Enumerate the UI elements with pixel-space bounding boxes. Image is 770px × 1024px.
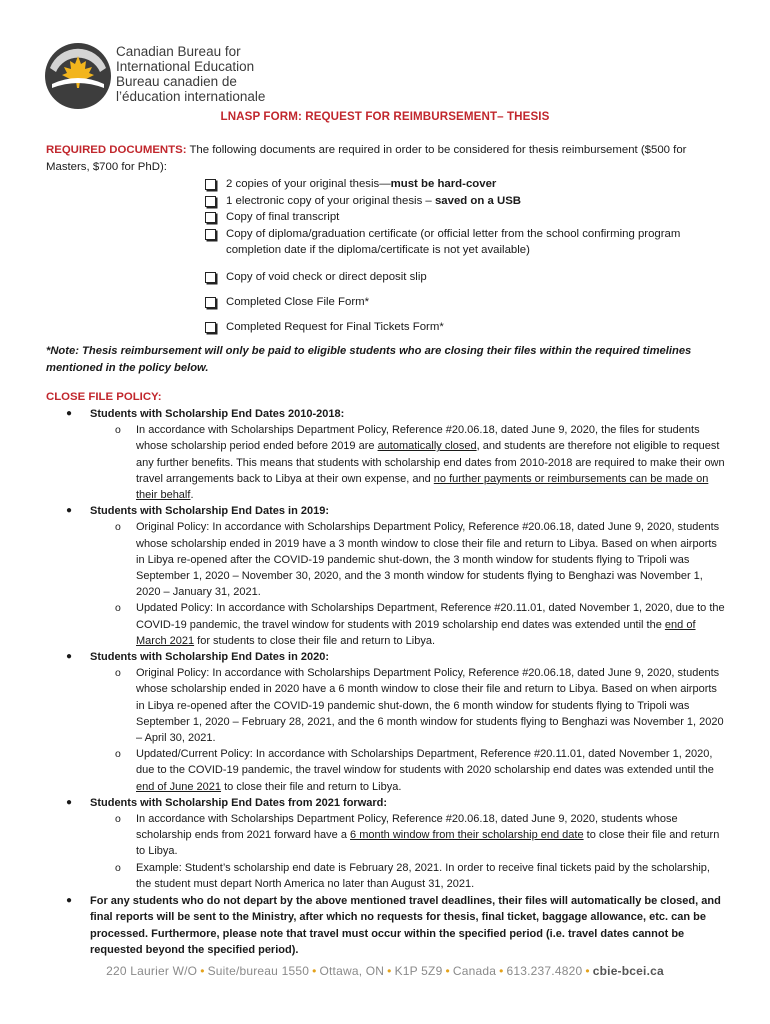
bullet-icon: ● [66,796,73,808]
sub-bullet-icon: o [115,521,121,534]
bullet-icon: ● [66,505,73,517]
org-line: l’éducation internationale [116,89,266,104]
policy-text: Updated Policy: In accordance with Scholarships Department, Reference #20.11.01, dated November 1, 2020, due to the COVID-19 pandemic, the travel window for students with 2019 scholarship end dates was extended until the [136,602,725,631]
checklist-item-text: Completed Close File Form* [226,296,370,308]
cbie-logo-icon [44,42,112,110]
separator-icon: • [585,964,590,978]
checklist-item-text: 1 electronic copy of your original thesis – [226,194,435,207]
policy-section-heading: Students with Scholarship End Dates in 2019: [90,505,329,518]
policy-text: In accordance with Scholarships Department Policy, Reference #20.06.18, dated June 9, 2020, the files for students whose scholarship period ended before 2019 are [136,424,700,453]
sub-bullet-icon: o [115,667,121,680]
policy-text: . [190,489,194,502]
policy-list [46,406,726,958]
checklist-item-text: Completed Request for Final Tickets Form* [226,321,444,333]
footer-address [0,964,770,978]
policy-underlined-text: 6 month window from their scholarship end date [350,829,584,842]
separator-icon: • [312,964,317,978]
sub-bullet-icon: o [115,813,121,826]
policy-text: , and students are therefore not eligible to request any further benefits. This means that students with scholarship end dates from 2010-2018 are required to make their own travel arrangements back to Libya at their own expense, and [136,440,725,485]
checklist-item-text: 2 copies of your original thesis— [226,178,391,190]
footer-country: Canada [452,964,497,978]
org-line: International Education [116,59,255,74]
footer-postal: K1P 5Z9 [394,964,443,978]
checklist-item[interactable] [204,294,744,311]
footer-city: Ottawa, ON [319,964,385,978]
checkbox-icon[interactable] [205,297,216,308]
policy-text: to close their file and return to Libya. [136,829,720,858]
policy-text: for students to close their file and return to Libya. [194,634,436,647]
footer-phone: 613.237.4820 [506,964,583,978]
organization-name [116,44,265,104]
policy-text: Example: Student’s scholarship end date is February 28, 2021. In order to receive final tickets paid by the scholarship, the student must depart North America no later than August 31, 2021. [136,861,710,890]
policy-final-text: For any students who do not depart by the above mentioned travel deadlines, their files will automatically be closed, and final reports will be sent to the Ministry, after which no requests for thesis, final ticket, baggage allowance, etc. can be processed. Furthermore, please note that travel must occur within the specified period (i.e. travel dates cannot be requested beyond the specified period). [90,895,721,956]
checklist-item[interactable] [204,193,744,210]
sub-bullet-icon: o [115,424,121,437]
bullet-icon: ● [66,895,73,907]
sub-bullet-icon: o [115,861,121,874]
policy-underlined-text: automatically closed [377,440,477,453]
policy-item [90,600,726,649]
policy-final-notice [46,893,726,958]
policy-section [46,503,726,649]
policy-item [90,422,726,503]
policy-section [46,406,726,503]
sub-bullet-icon: o [115,602,121,615]
close-file-policy-heading: CLOSE FILE POLICY: [46,391,162,403]
checkbox-icon[interactable] [205,212,216,223]
policy-item [90,860,726,892]
checklist-item-text: Copy of final transcript [226,211,340,223]
policy-item [90,746,726,795]
checklist-item[interactable] [204,209,744,226]
policy-section [46,795,726,892]
policy-underlined-text: no further payments or reimbursements can be made on their behalf [136,472,709,502]
document-checklist [204,176,744,259]
form-title: LNASP FORM: REQUEST FOR REIMBURSEMENT– THESIS [220,110,550,123]
separator-icon: • [445,964,450,978]
checklist-item[interactable] [204,226,726,259]
policy-section [46,649,726,795]
separator-icon: • [200,964,205,978]
checklist-item[interactable] [204,269,744,286]
separator-icon: • [499,964,504,978]
policy-underlined-text: end of June 2021 [136,780,222,793]
policy-text: Updated/Current Policy: In accordance with Scholarships Department, Reference #20.11.01, dated November 1, 2020, due to the COVID-19 pandemic, the travel window for students with 2020 scholarship end dates was extended until the [136,748,714,777]
document-checklist-additional [204,269,744,336]
checklist-item-text: Copy of void check or direct deposit slip [226,271,427,283]
policy-section-heading: Students with Scholarship End Dates 2010-2018: [90,408,345,420]
policy-section-heading: Students with Scholarship End Dates in 2020: [90,651,329,664]
bullet-icon: ● [66,651,73,663]
required-documents-intro [46,142,726,175]
separator-icon: • [387,964,392,978]
checkbox-icon[interactable] [205,322,216,333]
policy-item [90,665,726,746]
org-line: Bureau canadien de [116,74,237,89]
required-documents-label: REQUIRED DOCUMENTS: [46,144,187,156]
policy-text: In accordance with Scholarships Department Policy, Reference #20.06.18, dated June 9, 2020, students whose scholarship ends from 2021 forward have a [136,813,678,842]
policy-text: Original Policy: In accordance with Scholarships Department Policy, Reference #20.06.18, dated June 9, 2020, students whose scholarship ended in 2019 have a 3 month window to close their file and return to Libya. Based on when airports in Libya re-opened after the COVID-19 pandemic shut-down, the 3 month window for students flying to Tripoli was September 1, 2020 – November 30, 2020, and the 3 month window for students flying to Benghazi was November 1, 2020 – January 31, 2021. [136,521,720,599]
checklist-item-text: Copy of diploma/graduation certificate (or official letter from the school confirming program completion date if the diploma/certificate is not yet available) [226,227,681,256]
checkbox-icon[interactable] [205,272,216,283]
policy-text: to close their file and return to Libya. [221,780,402,793]
checkbox-icon[interactable] [205,229,216,240]
policy-text: Original Policy: In accordance with Scholarships Department Policy, Reference #20.06.18, dated June 9, 2020, students whose scholarship ended in 2020 have a 6 month window to close their file and return to Libya. Based on when airports in Libya re-opened after the COVID-19 pandemic shut-down, the 6 month window for students flying to Tripoli was September 1, 2020 – February 28, 2021, and the 6 month window for students flying to Benghazi was November 1, 2020 – April 30, 2021. [136,667,724,745]
policy-item [90,519,726,600]
checklist-item[interactable] [204,319,744,336]
sub-bullet-icon: o [115,748,121,761]
checklist-item[interactable] [204,176,744,193]
required-documents-text: The following documents are required in order to be considered for thesis reimbursement ($500 for Masters, $700 for PhD): [46,144,687,173]
footer-website-link[interactable]: cbie-bcei.ca [592,964,664,978]
checklist-item-emphasis: saved on a USB [434,194,522,207]
policy-underlined-text: end of March 2021 [136,618,696,647]
policy-item [90,811,726,860]
checkbox-icon[interactable] [205,179,216,190]
eligibility-note: *Note: Thesis reimbursement will only be paid to eligible students who are closing their files within the required timelines mentioned in the policy below. [46,345,692,374]
policy-section-heading: Students with Scholarship End Dates from 2021 forward: [90,796,388,809]
bullet-icon: ● [66,408,73,419]
checkbox-icon[interactable] [205,196,216,207]
org-line: Canadian Bureau for [116,44,241,59]
footer-suite: Suite/bureau 1550 [207,964,310,978]
checklist-item-emphasis: must be hard-cover [390,178,497,190]
footer-street: 220 Laurier W/O [106,964,198,978]
